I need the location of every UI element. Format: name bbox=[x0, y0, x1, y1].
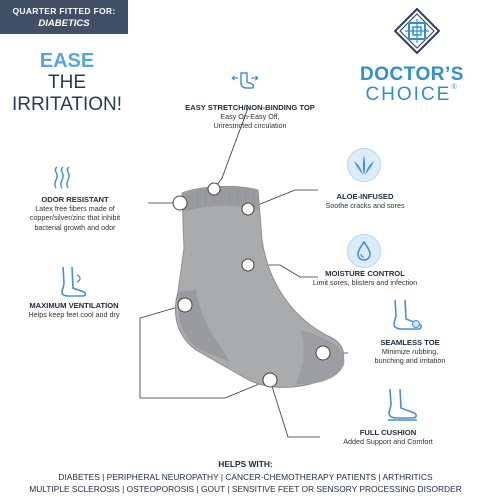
feature-easy-stretch bbox=[160, 103, 340, 131]
water-drop-icon bbox=[348, 235, 380, 267]
ventilation-title: MAXIMUM VENTILATION bbox=[29, 301, 119, 310]
seamless-desc2: bunching and irritation bbox=[374, 356, 446, 366]
cushion-desc1: Added Support and Comfort bbox=[343, 437, 433, 446]
odor-desc3: bacterial growth and odor bbox=[34, 222, 116, 232]
easy-stretch-desc2: Unrestricted circulation bbox=[213, 121, 287, 131]
headline-irritation: IRRITATION! bbox=[11, 94, 123, 115]
foot-cushion-icon bbox=[384, 387, 420, 421]
odor-desc2: copper/silver/zinc that inhibit bbox=[29, 213, 121, 223]
feature-moisture bbox=[295, 269, 435, 287]
foot-ventilation-icon bbox=[55, 265, 89, 299]
seamless-title: SEAMLESS TOE bbox=[380, 338, 440, 347]
easy-stretch-desc1: Easy On-Easy Off, bbox=[220, 112, 280, 121]
helps-line2: MULTIPLE SCLEROSIS | OSTEOPOROSIS | GOUT | SENSITIVE FEET OR SENSORY PROCESSING DISORDER bbox=[29, 484, 462, 494]
moisture-icon-circle bbox=[347, 234, 381, 268]
aloe-desc1: Soothe cracks and sores bbox=[325, 201, 405, 210]
badge-line1: QUARTER FITTED FOR: bbox=[12, 6, 116, 16]
feature-cushion bbox=[318, 428, 458, 446]
helps-title: HELPS WITH: bbox=[218, 459, 273, 469]
cushion-title: FULL CUSHION bbox=[359, 428, 417, 437]
aloe-plant-icon bbox=[348, 149, 380, 181]
odor-title: ODOR RESISTANT bbox=[41, 195, 109, 204]
feature-ventilation bbox=[0, 301, 148, 319]
hotspot-cushion bbox=[263, 373, 277, 387]
feature-seamless bbox=[355, 338, 465, 366]
easy-stretch-title: EASY STRETCH/NON-BINDING TOP bbox=[185, 103, 315, 112]
aloe-icon-circle bbox=[347, 148, 381, 182]
hotspot-moisture bbox=[242, 259, 254, 271]
feature-aloe bbox=[300, 192, 430, 210]
feature-odor bbox=[10, 195, 140, 232]
odor-waves-icon bbox=[52, 166, 72, 190]
hotspot-odor bbox=[173, 196, 187, 210]
brand-name-choice: CHOICE bbox=[365, 84, 452, 105]
leader-cushion bbox=[270, 380, 320, 437]
hotspot-seamless bbox=[316, 346, 330, 360]
hotspot-ventilation bbox=[178, 298, 192, 312]
stretch-icon bbox=[230, 70, 260, 92]
aloe-title: ALOE-INFUSED bbox=[336, 192, 394, 201]
odor-desc1: Latex free fibers made of bbox=[35, 204, 115, 213]
foot-toe-icon bbox=[389, 298, 425, 332]
helps-line1: DIABETES | PERIPHERAL NEUROPATHY | CANCER-CHEMOTHERAPY PATIENTS | ARTHRITICS bbox=[58, 472, 433, 482]
moisture-desc1: Limit sores, blisters and infection bbox=[312, 278, 418, 287]
badge-line2: DIABETICS bbox=[38, 18, 90, 29]
seamless-desc1: Minimize rubbing, bbox=[381, 347, 439, 356]
brand-name-line1: DOCTOR’S bbox=[360, 64, 464, 85]
hotspot-aloe bbox=[242, 203, 254, 215]
headline-ease: EASE bbox=[39, 50, 95, 72]
headline-the: THE bbox=[48, 72, 86, 93]
ventilation-desc1: Helps keep feet cool and dry bbox=[28, 310, 120, 319]
moisture-title: MOISTURE CONTROL bbox=[325, 269, 405, 278]
hotspot-easy-stretch bbox=[208, 183, 220, 195]
registered-mark: ® bbox=[451, 84, 459, 91]
